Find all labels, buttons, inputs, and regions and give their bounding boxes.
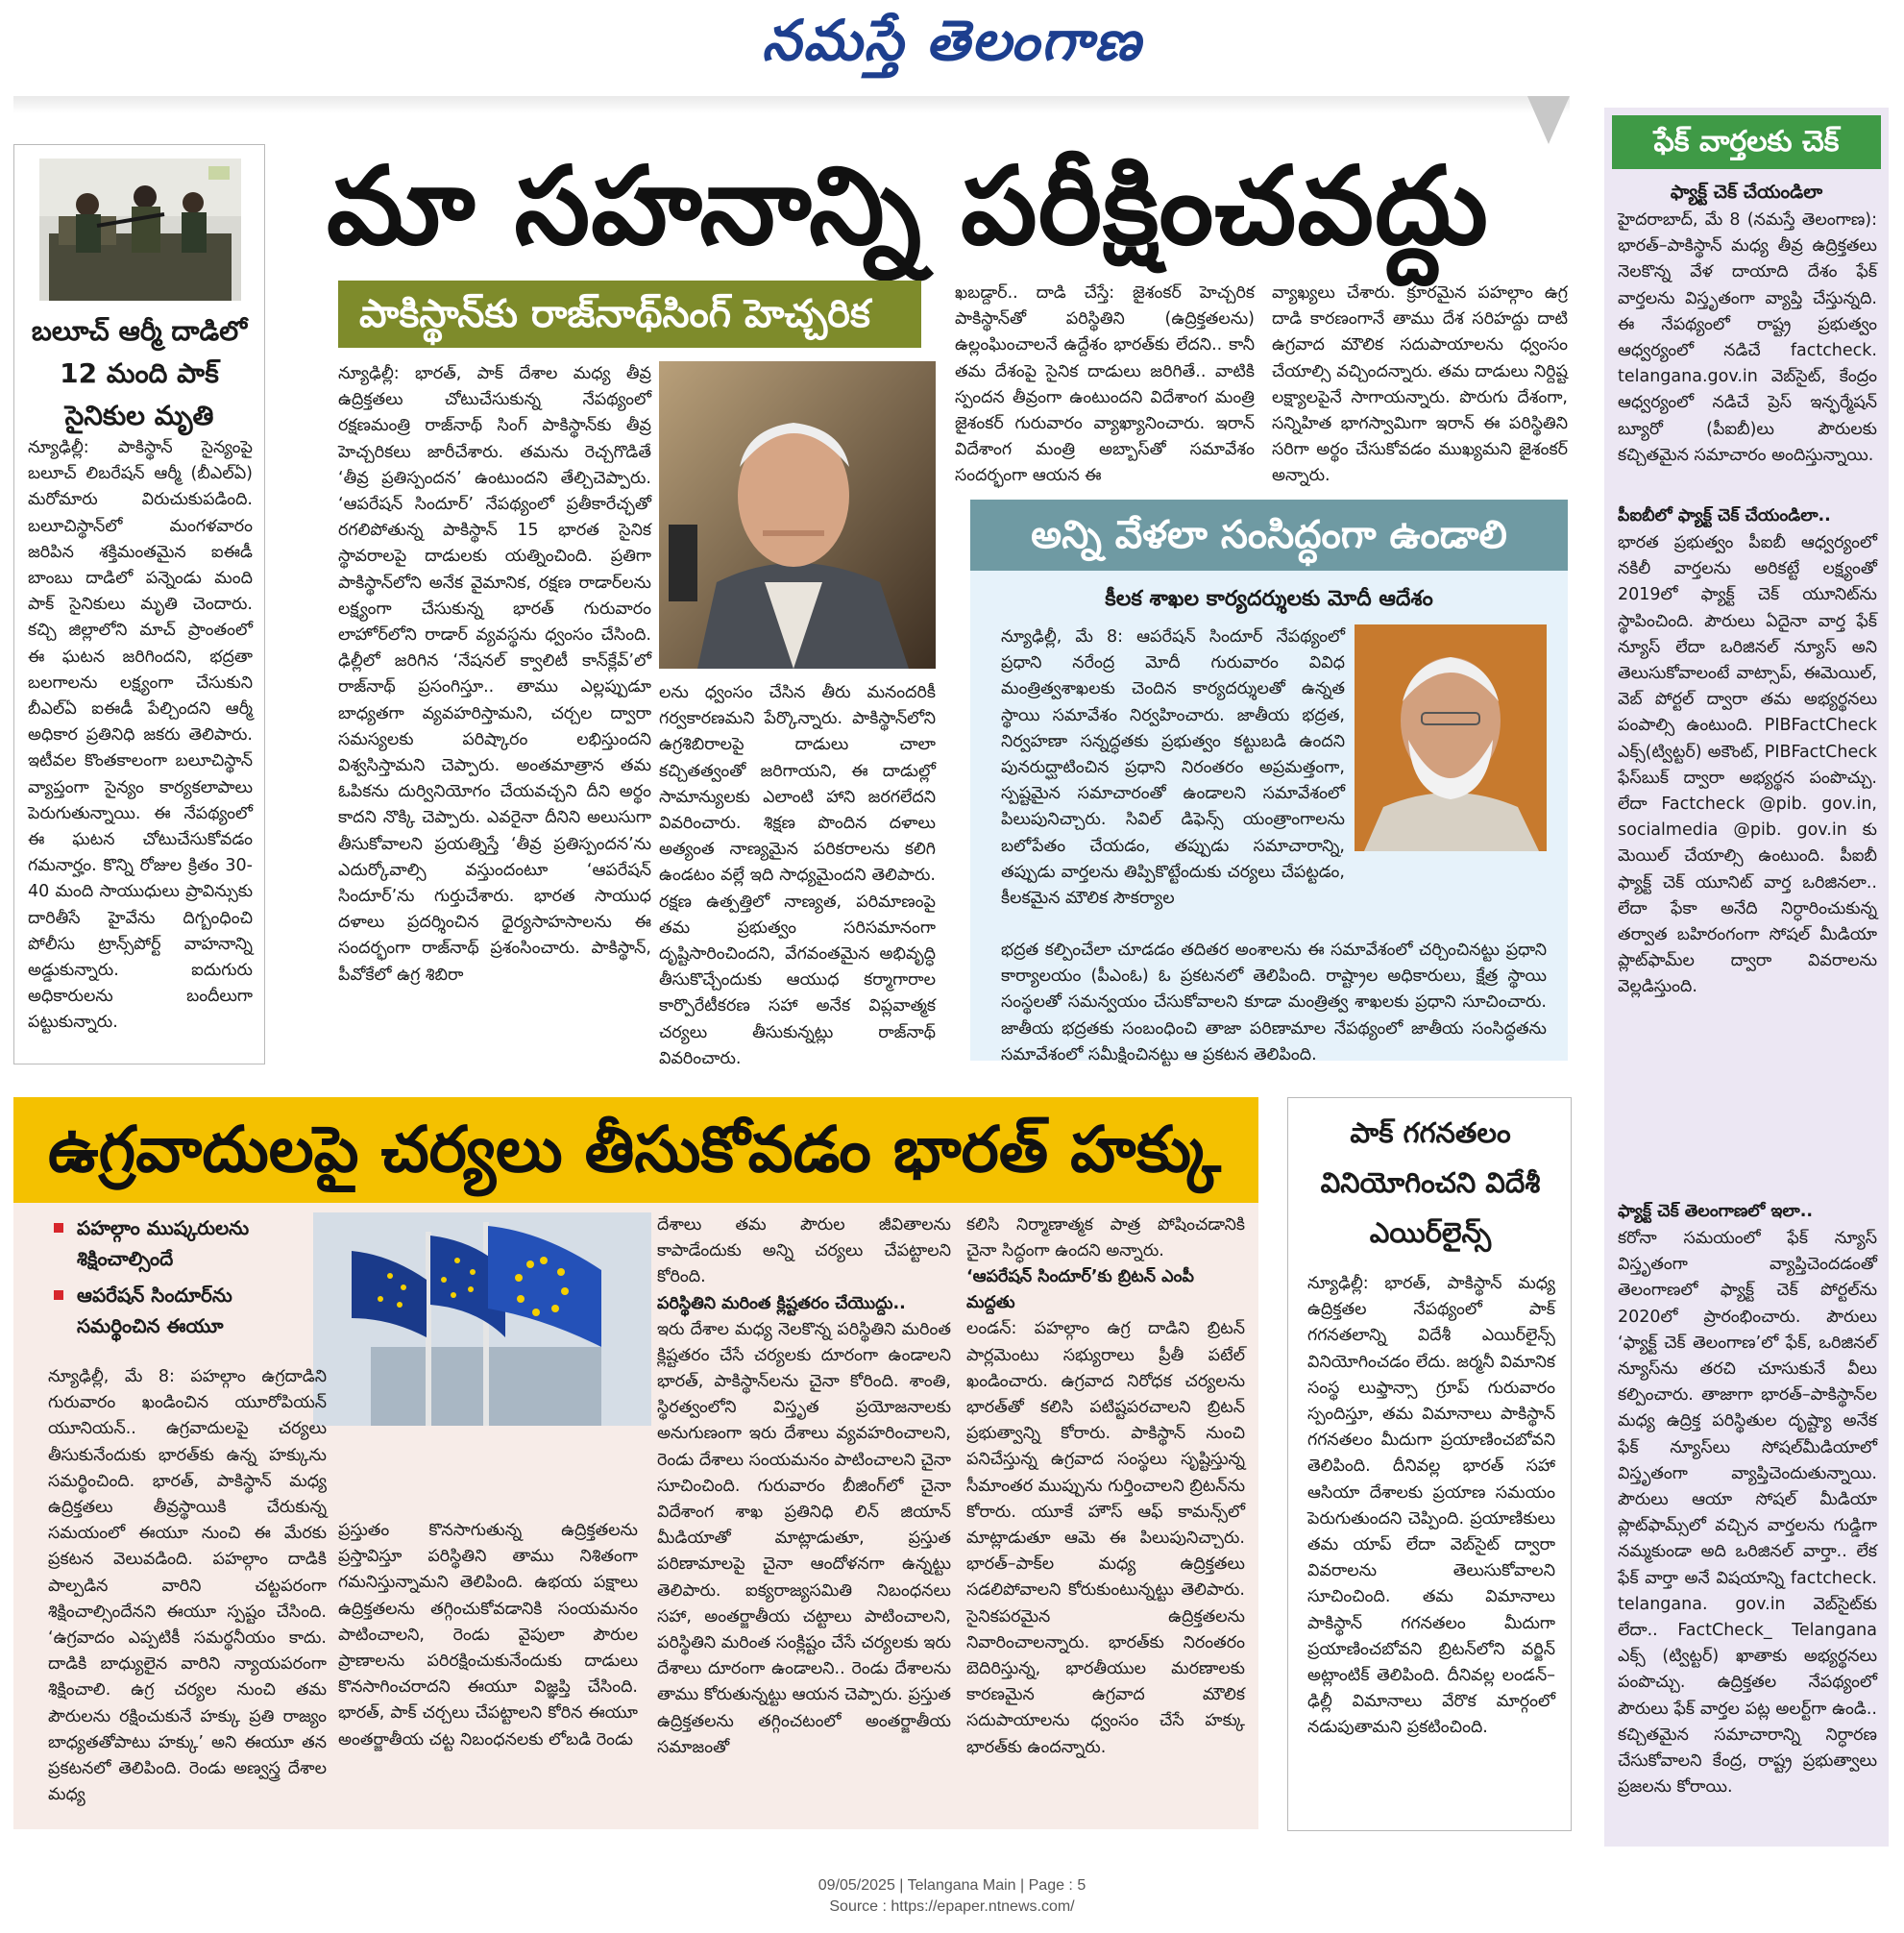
- baloch-headline: బలూచ్ ఆర్మీ దాడిలో 12 మంది పాక్ సైనికుల మృతి: [31, 315, 248, 431]
- terror-sub-uk: ‘ఆపరేషన్ సిందూర్’కు బ్రిటన్ ఎంపీ మద్దతు: [966, 1267, 1194, 1313]
- terror-col3: [657, 1212, 951, 1851]
- terror-bullet-1-text: పహల్గాం ముష్కరులను శిక్షించాల్సిందే: [77, 1216, 250, 1270]
- terror-col3-rest: ఇరు దేశాల మధ్య నెలకొన్న పరిస్థితిని మరింత క్లిష్టతరం చేసే చర్యలకు దూరంగా ఉండాలని భారత్, పాకిస్థాన్‌లను చైనా కోరింది. శాంతి, స్థిరత్వంలోని విస్తృత ప్రయోజనాలకు అనుగుణంగా ఇరు దేశాలు వ్యవహరించాలని, రెండు దేశాలు సంయమనం పాటించాలని చైనా సూచించింది. గురువారం బీజింగ్‌లో చైనా విదేశాంగ శాఖ ప్రతినిధి లిన్ జియాన్ మీడియాతో మాట్లాడుతూ, ప్రస్తుత పరిణామాలపై చైనా ఆందోళనగా ఉన్నట్టు తెలిపారు. ఐక్యరాజ్యసమితి నిబంధనలు సహా, అంతర్జాతీయ చట్టాలు పాటించాలని, పరిస్థితిని మరింత సంక్లిష్టం చేసే చర్యలకు ఇరు దేశాలు దూరంగా ఉండాలని.. రెండు దేశాలను తాము కోరుతున్నట్టు ఆయన చెప్పారు. ప్రస్తుత ఉద్రిక్తతలను తగ్గించటంలో అంతర్జాతీయ సమాజంతో: [657, 1319, 951, 1757]
- masthead-logo: నమస్తే తెలంగాణ: [762, 8, 1142, 73]
- factcheck-sidebar: [1604, 108, 1889, 1847]
- footer-source[interactable]: Source : https://epaper.ntnews.com/: [829, 1898, 1075, 1915]
- top-rule: [13, 96, 1570, 113]
- terror-bullet-2-text: ఆపరేషన్ సిందూర్‌ను సమర్థించిన ఈయూ: [77, 1284, 232, 1337]
- rajnath-kicker: పాకిస్థాన్‌కు రాజ్‌నాథ్‌సింగ్ హెచ్చరిక: [338, 281, 921, 348]
- modi-body-wide: భద్రత కల్పించేలా చూడడం తదితర అంశాలను ఈ సమావేశంలో చర్చించినట్టు ప్రధాని కార్యాలయం (పీఎంఓ) ఓ ప్రకటనలో తెలిపింది. రాష్ట్రాల అధికారులు, క్షేత్ర స్థాయి సంస్థలతో సమన్వయం చేసుకోవాలని కూడా మంత్రిత్వ శాఖలకు ప్రధాని సూచించారు. జాతీయ భద్రతకు సంబంధించి తాజా పరిణామాల నేపథ్యంలో జాతీయ సంసిద్ధతను సమావేశంలో సమీక్షించినట్టు ఆ ప్రకటన తెలిపింది.: [1001, 941, 1547, 1064]
- bullet-marker: [54, 1223, 63, 1233]
- terror-col4-top: కలిసి నిర్మాణాత్మక పాత్ర పోషించడానికి చైనా సిద్ధంగా ఉందని అన్నారు.: [966, 1215, 1245, 1261]
- terror-col2: ప్రస్తుతం కొనసాగుతున్న ఉద్రిక్తతలను ప్రస్తావిస్తూ పరిస్థితిని తాము నిశితంగా గమనిస్తున్నామని తెలిపింది. ఉభయ పక్షాలు ఉద్రిక్తతలను తగ్గించుకోవడానికి సంయమనం పాటించాలని, రెండు వైపులా పౌరుల ప్రాణాలను పరిరక్షించుకునేందుకు దాడులు కొనసాగించరాదని ఈయూ విజ్ఞప్తి చేసింది. భారత్, పాక్ చర్చలు చేపట్టాలని కోరిన ఈయూ అంతర్జాతీయ చట్ట నిబంధనలకు లోబడి రెండు: [338, 1521, 638, 1749]
- factcheck-body2: భారత ప్రభుత్వం పీఐబీ ఆధ్వర్యంలో నకిలీ వార్తలను అరికట్టే లక్ష్యంతో 2019లో ఫ్యాక్ట్ చెక్ యూనిట్‌ను స్థాపించింది. పౌరులు ఏదైనా వార్త ఫేక్ న్యూస్ లేదా ఒరిజినల్ న్యూస్ అని తెలుసుకోవాలంటే వాట్సాప్, ఈమెయిల్, వెబ్ పోర్టల్ ద్వారా తమ అభ్యర్థనలు పంపాల్సి ఉంటుంది. PIBFactCheck ఎక్స్(ట్విట్టర్) అకౌంట్, PIBFactCheck ఫేస్‌బుక్ ద్వారా అభ్యర్థన పంపొచ్చు. లేదా Factcheck @pib. gov.in, socialmedia @pib. gov.in కు మెయిల్ చేయాల్సి ఉంటుంది. పీఐబీ ఫ్యాక్ట్ చెక్ యూనిట్ వార్త ఒరిజినలా.. లేదా ఫేకా అనేది నిర్ధారించుకున్న తర్వాత బహిరంగంగా సోషల్ మీడియా ప్లాట్‌ఫామ్‌ల ద్వారా వివరాలను వెల్లడిస్తుంది.: [1618, 533, 1877, 997]
- terror-col3-top: దేశాలు తమ పౌరుల జీవితాలను కాపాడేందుకు అన్ని చర్యలు చేపట్టాలని కోరింది.: [657, 1215, 951, 1287]
- factcheck-sub-pib: పీఐబీలో ఫ్యాక్ట్ చెక్ చేయండిలా..: [1618, 506, 1831, 526]
- eu-flags-photo: [313, 1212, 651, 1426]
- modi-subhead: కీలక శాఖల కార్యదర్శులకు మోదీ ఆదేశం: [1105, 587, 1433, 611]
- terror-story-box: [13, 1203, 1258, 1829]
- footer-date-page: 09/05/2025 | Telangana Main | Page : 5: [818, 1877, 1086, 1894]
- terror-col4: [966, 1212, 1245, 1825]
- baloch-story-box: [13, 144, 265, 1064]
- factcheck-title: ఫ్యాక్ట్ చెక్ చేయండిలా: [1670, 182, 1823, 203]
- rajnath-col1: న్యూఢిల్లీ: భారత్, పాక్ దేశాల మధ్య తీవ్ర ఉద్రిక్తతలు చోటుచేసుకున్న నేపథ్యంలో రక్షణమంత్రి రాజ్‌నాథ్ సింగ్ పాకిస్థాన్‌కు తీవ్ర హెచ్చరికలు జారీచేశారు. తమను రెచ్చగొడితే ‘తీవ్ర ప్రతిస్పందన’ ఉంటుందని తేల్చిచెప్పారు. ‘ఆపరేషన్ సిందూర్’ నేపథ్యంలో ప్రతీకారేచ్ఛతో రగలిపోతున్న పాకిస్థాన్ 15 భారత సైనిక స్థావరాలపై దాడులకు యత్నించింది. ప్రతిగా పాకిస్థాన్‌లోని అనేక వైమానిక, రక్షణ రాడార్‌లను లక్ష్యంగా చేసుకున్న భారత్ గురువారం లాహోర్‌లోని రాడార్ వ్యవస్థను ధ్వంసం చేసింది. ఢిల్లీలో జరిగిన ‘నేషనల్ క్వాలిటీ కాన్‌క్లేవ్’లో రాజ్‌నాథ్ ప్రసంగిస్తూ.. తాము ఎల్లప్పుడూ బాధ్యతగా వ్యవహరిస్తామని, చర్చల ద్వారా సమస్యలకు పరిష్కారం లభిస్తుందని విశ్వసిస్తామని చెప్పారు. అంతమాత్రాన తమ ఓపికను దుర్వినియోగం చేయవచ్చని దీని అర్థం కాదని నొక్కి చెప్పారు. ఎవరైనా దీనిని అలుసుగా తీసుకోవాలని ప్రయత్నిస్తే ‘తీవ్ర ప్రతిస్పందన’ను ఎదుర్కోవాల్సి వస్తుందంటూ ‘ఆపరేషన్ సిందూర్’ను గుర్తుచేశారు. భారత సాయుధ దళాలు ప్రదర్శించిన ధైర్యసాహసాలను ఈ సందర్భంగా రాజ్‌నాథ్ ప్రశంసించారు. పాకిస్థాన్, పీవోకేలో ఉగ్ర శిబిరా: [338, 364, 651, 985]
- factcheck-body1: హైదరాబాద్, మే 8 (నమస్తే తెలంగాణ): భారత్–పాకిస్థాన్ మధ్య తీవ్ర ఉద్రిక్తతలు నెలకొన్న వేళ దాయాది దేశం ఫేక్ వార్తలను విస్తృతంగా వ్యాప్తి చేస్తున్నది. ఈ నేపథ్యంలో రాష్ట్ర ప్రభుత్వం ఆధ్వర్యంలో నడిచే factcheck. telangana.gov.in వెబ్‌సైట్, కేంద్రం ఆధ్వర్యంలో నడిచే ప్రెస్ ఇన్ఫర్మేషన్ బ్యూరో (పీఐబీ)లు పౌరులకు కచ్చితమైన సమాచారం అందిస్తున్నాయి.: [1618, 210, 1877, 465]
- corner-shadow: [1527, 96, 1570, 144]
- jaishankar-col3: ఖబడ్దార్.. దాడి చేస్తే: జైశంకర్ హెచ్చరిక పాకిస్థాన్‌తో పరిస్థితిని (ఉద్రిక్తతలను) ఉల్లంఘించాలనే ఉద్దేశం భారత్‌కు లేదని.. కానీ తమ దేశంపై సైనిక దాడులు జరిగితే.. వాటికి స్పందన తీవ్రంగా ఉంటుందని విదేశాంగ మంత్రి జైశంకర్ గురువారం వ్యాఖ్యానించారు. ఇరాన్ విదేశాంగ మంత్రి అబ్బాస్‌తో సమావేశం సందర్భంగా ఆయన ఈ: [955, 283, 1255, 486]
- main-headline: మా సహనాన్ని పరీక్షించవద్దు: [327, 144, 1489, 269]
- modi-story-box: [970, 571, 1568, 1064]
- terror-bullet-2: [48, 1280, 307, 1341]
- baloch-army-photo: [39, 159, 241, 301]
- modi-headline: అన్ని వేళలా సంసిద్ధంగా ఉండాలి: [970, 500, 1568, 571]
- airlines-headline: పాక్ గగనతలం వినియోగించని విదేశీ ఎయిర్‌లైన్స్: [1320, 1116, 1541, 1249]
- factcheck-tag: ఫేక్ వార్తలకు చెక్: [1612, 115, 1881, 169]
- jaishankar-col4: వ్యాఖ్యలు చేశారు. క్రూరమైన పహల్గాం ఉగ్ర దాడి కారణంగానే తాము దేశ సరిహద్దు దాటి ఉగ్రవాద మౌలిక సదుపాయాలను ధ్వంసం చేయాల్సి వచ్చిందన్నారు. తమ దాడులు నిర్దిష్ట లక్ష్యాలపైనే సాగాయన్నారు. పొరుగు దేశంగా, సన్నిహిత భాగస్వామిగా ఇరాన్ ఈ పరిస్థితిని సరిగా అర్థం చేసుకోవడం ముఖ్యమని జైశంకర్ అన్నారు.: [1272, 283, 1568, 486]
- factcheck-sub-telangana: ఫ్యాక్ట్ చెక్ తెలంగాణలో ఇలా..: [1618, 1202, 1814, 1221]
- airlines-body: న్యూఢిల్లీ: భారత్, పాకిస్థాన్ మధ్య ఉద్రిక్తతల నేపథ్యంలో పాక్ గగనతలాన్ని విదేశీ ఎయిర్‌లైన్స్ వినియోగించడం లేదు. జర్మనీ విమానిక సంస్థ లుఫ్తాన్సా గ్రూప్ గురువారం స్పందిస్తూ, తమ విమానాలు పాకిస్థాన్ గగనతలం మీదుగా ప్రయాణించబోవని తెలిపింది. దీనివల్ల భారత్ సహా ఆసియా దేశాలకు ప్రయాణ సమయం పెరుగుతుందని చెప్పింది. ప్రయాణికులు తమ యాప్ లేదా వెబ్‌సైట్ ద్వారా వివరాలను తెలుసుకోవాలని సూచించింది. తమ విమానాలు పాకిస్థాన్ గగనతలం మీదుగా ప్రయాణించబోవని బ్రిటన్‌లోని వర్జిన్ అట్లాంటిక్ తెలిపింది. దీనివల్ల లండన్–ఢిల్లీ విమానాలు వేరొక మార్గంలో నడుపుతామని ప్రకటించింది.: [1307, 1274, 1555, 1738]
- terror-bullets: [48, 1212, 307, 1341]
- modi-body-narrow: న్యూఢిల్లీ, మే 8: ఆపరేషన్ సిందూర్ నేపథ్యంలో ప్రధాని నరేంద్ర మోదీ గురువారం వివిధ మంత్రిత్వశాఖలకు చెందిన కార్యదర్శులతో ఉన్నత స్థాయి సమావేశం నిర్వహించారు. జాతీయ భద్రత, నిర్వహణా సన్నద్ధతకు ప్రభుత్వం కట్టుబడి ఉందని పునరుద్ఘాటించిన ప్రధాని నిరంతరం అప్రమత్తంగా, స్పష్టమైన సమాచారంతో ఉండాలని సమావేశంలో పిలుపునిచ్చారు. సివిల్ డిఫెన్స్ యంత్రాంగాలను బలోపేతం చేయడం, తప్పుడు సమాచారాన్ని, తప్పుడు వార్తలను తిప్పికొట్టేందుకు చర్యలు చేపట్టడం, కీలకమైన మౌలిక సౌకర్యాల: [1001, 627, 1345, 909]
- airlines-story-box: [1287, 1097, 1572, 1831]
- terror-col4-rest: లండన్: పహల్గాం ఉగ్ర దాడిని బ్రిటన్ పార్లమెంటు సభ్యురాలు ప్రీతీ పటేల్ ఖండించారు. ఉగ్రవాద నిరోధక చర్యలను భారత్‌తో కలిసి పటిష్టపరచాలని బ్రిటన్ ప్రభుత్వాన్ని కోరారు. పాకిస్థాన్ నుంచి పనిచేస్తున్న ఉగ్రవాద సంస్థలు సృష్టిస్తున్న సీమాంతర ముప్పును గుర్తించాలని బ్రిటన్‌ను కోరారు. యూకే హౌస్ ఆఫ్ కామన్స్‌లో మాట్లాడుతూ ఆమె ఈ పిలుపునిచ్చారు. భారత్–పాక్‌ల మధ్య ఉద్రిక్తతలు సడలిపోవాలని కోరుకుంటున్నట్టు తెలిపారు. సైనికపరమైన ఉద్రిక్తతలను నివారించాలన్నారు. భారత్‌కు నిరంతరం బెదిరిస్తున్న, భారతీయుల మరణాలకు కారణమైన ఉగ్రవాద మౌలిక సదుపాయాలను ధ్వంసం చేసే హక్కు భారత్‌కు ఉందన్నారు.: [966, 1319, 1245, 1757]
- terror-bullet-1: [48, 1212, 307, 1274]
- bullet-marker: [54, 1290, 63, 1300]
- terror-sub-china: పరిస్థితిని మరింత క్లిష్టతరం చేయొద్దు..: [657, 1293, 906, 1313]
- factcheck-body3: కరోనా సమయంలో ఫేక్ న్యూస్ విస్తృతంగా వ్యాప్తిచెందడంతో తెలంగాణలో ఫ్యాక్ట్ చెక్ పోర్టల్‌ను 2020లో ప్రారంభించారు. పౌరులు ‘ఫ్యాక్ట్ చెక్ తెలంగాణ’లో ఫేక్, ఒరిజినల్ న్యూస్‌ను తరచి చూసుకునే వీలు కల్పించారు. తాజాగా భారత్–పాకిస్థాన్‌ల మధ్య ఉద్రిక్త పరిస్థితుల దృష్ట్యా అనేక ఫేక్ న్యూస్‌లు సోషల్‌మీడియాలో విస్తృతంగా వ్యాప్తిచెందుతున్నాయి. పౌరులు ఆయా సోషల్ మీడియా ప్లాట్‌ఫామ్స్‌లో వచ్చిన వార్తలను గుడ్డిగా నమ్మకుండా అది ఒరిజినల్ వార్తా.. లేక ఫేక్ వార్తా అనే విషయాన్ని factcheck. telangana. gov.in వెబ్‌సైట్‌కు లేదా.. FactCheck_ Telangana ఎక్స్ (ట్విట్టర్) ఖాతాకు అభ్యర్థనలు పంపొచ్చు. ఉద్రిక్తతల నేపథ్యంలో పౌరులు ఫేక్ వార్తల పట్ల అలర్ట్‌గా ఉండి.. కచ్చితమైన సమాచారాన్ని నిర్ధారణ చేసుకోవాలని కేంద్ర, రాష్ట్ర ప్రభుత్వాలు ప్రజలను కోరాయి.: [1618, 1229, 1877, 1798]
- terror-col1: న్యూఢిల్లీ, మే 8: పహల్గాం ఉగ్రదాడిని గురువారం ఖండించిన యూరోపియన్ యూనియన్.. ఉగ్రవాదులపై చర్యలు తీసుకునేందుకు భారత్‌కు ఉన్న హక్కును సమర్థించింది. భారత్, పాకిస్థాన్ మధ్య ఉద్రిక్తతలు తీవ్రస్థాయికి చేరుకున్న సమయంలో ఈయూ నుంచి ఈ మేరకు ప్రకటన వెలువడింది. పహల్గాం దాడికి పాల్పడిన వారిని చట్టపరంగా శిక్షించాల్సిందేనని ఈయూ స్పష్టం చేసింది. ‘ఉగ్రవాదం ఎప్పటికీ సమర్థనీయం కాదు. దాడికి బాధ్యులైన వారిని న్యాయపరంగా శిక్షించాలి. ఉగ్ర చర్యల నుంచి తమ పౌరులను రక్షించుకునే హక్కు ప్రతి రాజ్యం బాధ్యతతోపాటు హక్కు’ అని ఈయూ తన ప్రకటనలో తెలిపింది. రెండు అణ్వస్త్ర దేశాల మధ్య: [48, 1367, 327, 1805]
- rajnath-col2: లను ధ్వంసం చేసిన తీరు మనందరికీ గర్వకారణమని పేర్కొన్నారు. పాకిస్థాన్‌లోని ఉగ్రశిబిరాలపై దాడులు చాలా కచ్చితత్వంతో జరిగాయని, ఈ దాడుల్లో సామాన్యులకు ఎలాంటి హాని జరగలేదని వివరించారు. శిక్షణ పొందిన దళాలు అత్యంత నాణ్యమైన పరికరాలను కలిగి ఉండటం వల్లే ఇది సాధ్యమైందని తెలిపారు. రక్షణ ఉత్పత్తిలో నాణ్యత, పరిమాణంపై తమ ప్రభుత్వం సరిసమానంగా దృష్టిసారించిందని, వేగవంతమైన అభివృద్ధి తీసుకొచ్చేందుకు ఆయుధ కర్మాగారాల కార్పొరేటీకరణ సహా అనేక విప్లవాత్మక చర్యలు తీసుకున్నట్లు రాజ్‌నాథ్ వివరించారు.: [659, 683, 936, 1068]
- terror-headline: ఉగ్రవాదులపై చర్యలు తీసుకోవడం భారత్ హక్కు: [13, 1097, 1258, 1203]
- modi-photo: [1355, 624, 1547, 851]
- baloch-body: న్యూఢిల్లీ: పాకిస్థాన్ సైన్యంపై బలూచ్ లిబరేషన్ ఆర్మీ (బీఎల్‌ఏ) మరోమారు విరుచుకుపడింది. బలూచిస్థాన్‌లో మంగళవారం జరిపిన శక్తిమంతమైన ఐఈడీ బాంబు దాడిలో పన్నెండు మంది పాక్ సైనికులు మృతి చెందారు. కచ్చి జిల్లాలోని మాచ్ ప్రాంతంలో ఈ ఘటన జరిగిందని, భద్రతా బలగాలను లక్ష్యంగా చేసుకుని బీఎల్‌ఏ ఐఈడీ పేల్చిందని ఆర్మీ అధికార ప్రతినిధి జకరు తెలిపారు. ఇటీవల కొంతకాలంగా బలూచిస్థాన్ వ్యాప్తంగా సైన్యం కార్యకలాపాలు పెరుగుతున్నాయి. ఈ నేపథ్యంలో ఈ ఘటన చోటుచేసుకోవడం గమనార్హం. కొన్ని రోజుల క్రితం 30-40 మంది సాయుధులు ప్రావిన్సుకు దారితీసే హైవేను దిగ్బంధించి పోలీసు ట్రాన్స్‌పోర్ట్ వాహనాన్ని అడ్డుకున్నారు. ఐదుగురు అధికారులను బందీలుగా పట్టుకున్నారు.: [28, 438, 253, 1033]
- rajnath-photo: [659, 361, 936, 669]
